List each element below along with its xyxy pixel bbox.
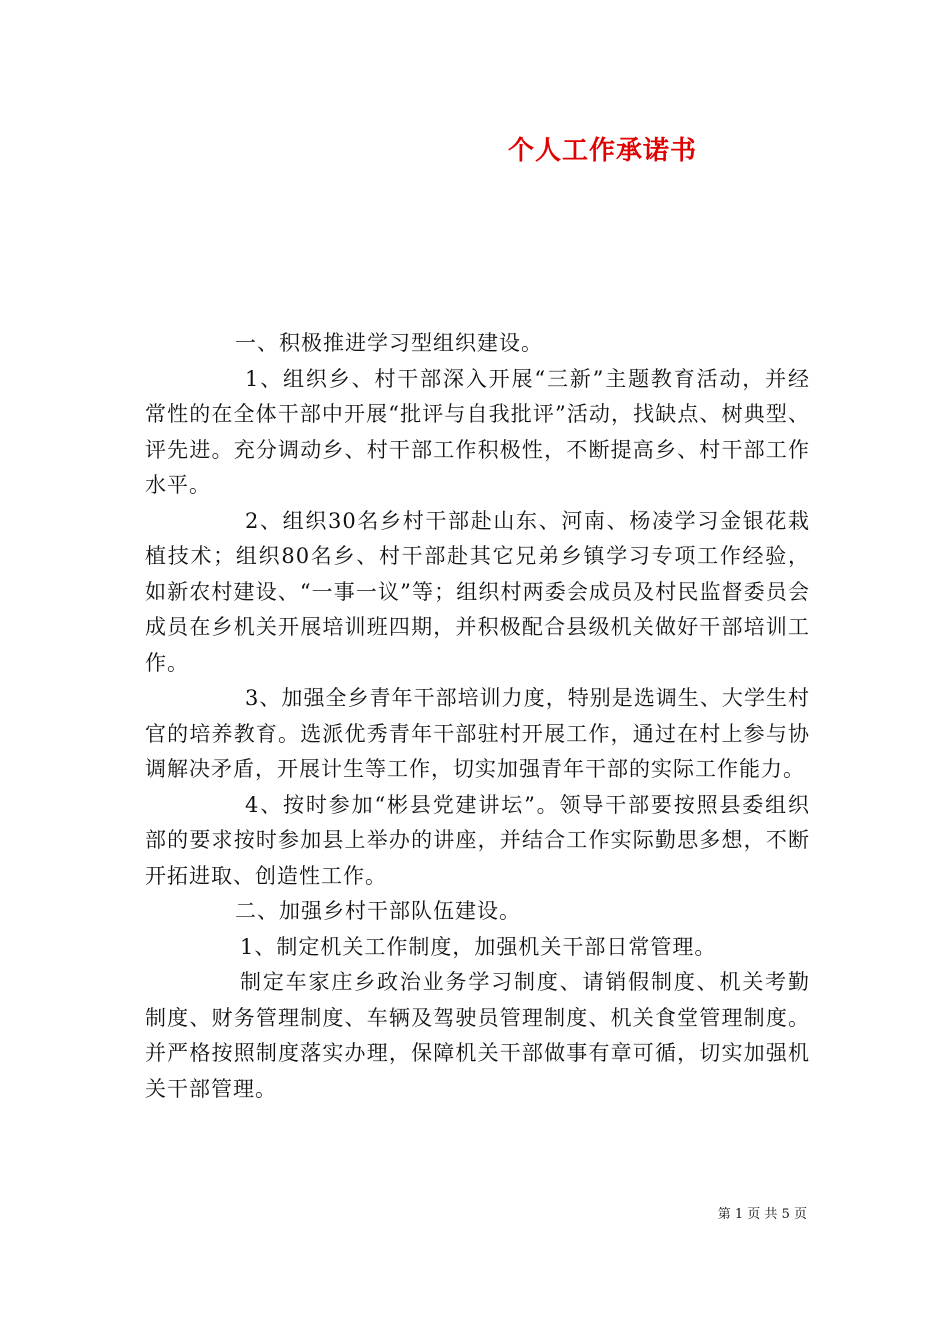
section-heading-1: 一、积极推进学习型组织建设。 bbox=[235, 331, 543, 355]
paragraph-1-2: 2、组织30名乡村干部赴山东、河南、杨凌学习金银花栽植技术；组织80名乡、村干部赴其它兄弟乡镇学习专项工作经验，如新农村建设、“一事一议”等；组织村两委会成员及村民监督委员会成员在乡机关开展培训班四期，并积极配合县级机关做好干部培训工作。 bbox=[145, 508, 810, 675]
footer-total-pages: 5 bbox=[781, 1207, 790, 1222]
footer-suffix: 页 bbox=[793, 1207, 807, 1222]
paragraph-1-4: 4、按时参加“彬县党建讲坛”。领导干部要按照县委组织部的要求按时参加县上举办的讲座，并结合工作实际勤思多想，不断开拓进取、创造性工作。 bbox=[145, 792, 810, 888]
paragraph-1-1: 1、组织乡、村干部深入开展“三新”主题教育活动，并经常性的在全体干部中开展“批评与自我批评”活动，找缺点、树典型、评先进。充分调动乡、村干部工作积极性，不断提高乡、村干部工作水平。 bbox=[145, 366, 810, 497]
footer-prefix: 第 bbox=[717, 1207, 731, 1222]
document-title: 个人工作承诺书 bbox=[508, 136, 698, 166]
document-body bbox=[145, 326, 810, 1107]
footer-current-page: 1 bbox=[734, 1207, 744, 1222]
paragraph-1-3: 3、加强全乡青年干部培训力度，特别是选调生、大学生村官的培养教育。选派优秀青年干部驻村开展工作，通过在村上参与协调解决矛盾，开展计生等工作，切实加强青年干部的实际工作能力。 bbox=[145, 686, 810, 781]
paragraph-2-1: 1、制定机关工作制度，加强机关干部日常管理。 bbox=[240, 934, 717, 959]
footer-middle: 页 共 bbox=[747, 1207, 778, 1222]
paragraph-2-2: 制定车家庄乡政治业务学习制度、请销假制度、机关考勤制度、财务管理制度、车辆及驾驶员管理制度、机关食堂管理制度。并严格按照制度落实办理，保障机关干部做事有章可循，切实加强机关干部管理。 bbox=[145, 970, 810, 1101]
page-footer bbox=[718, 1203, 807, 1222]
section-heading-2: 二、加强乡村干部队伍建设。 bbox=[235, 899, 521, 923]
